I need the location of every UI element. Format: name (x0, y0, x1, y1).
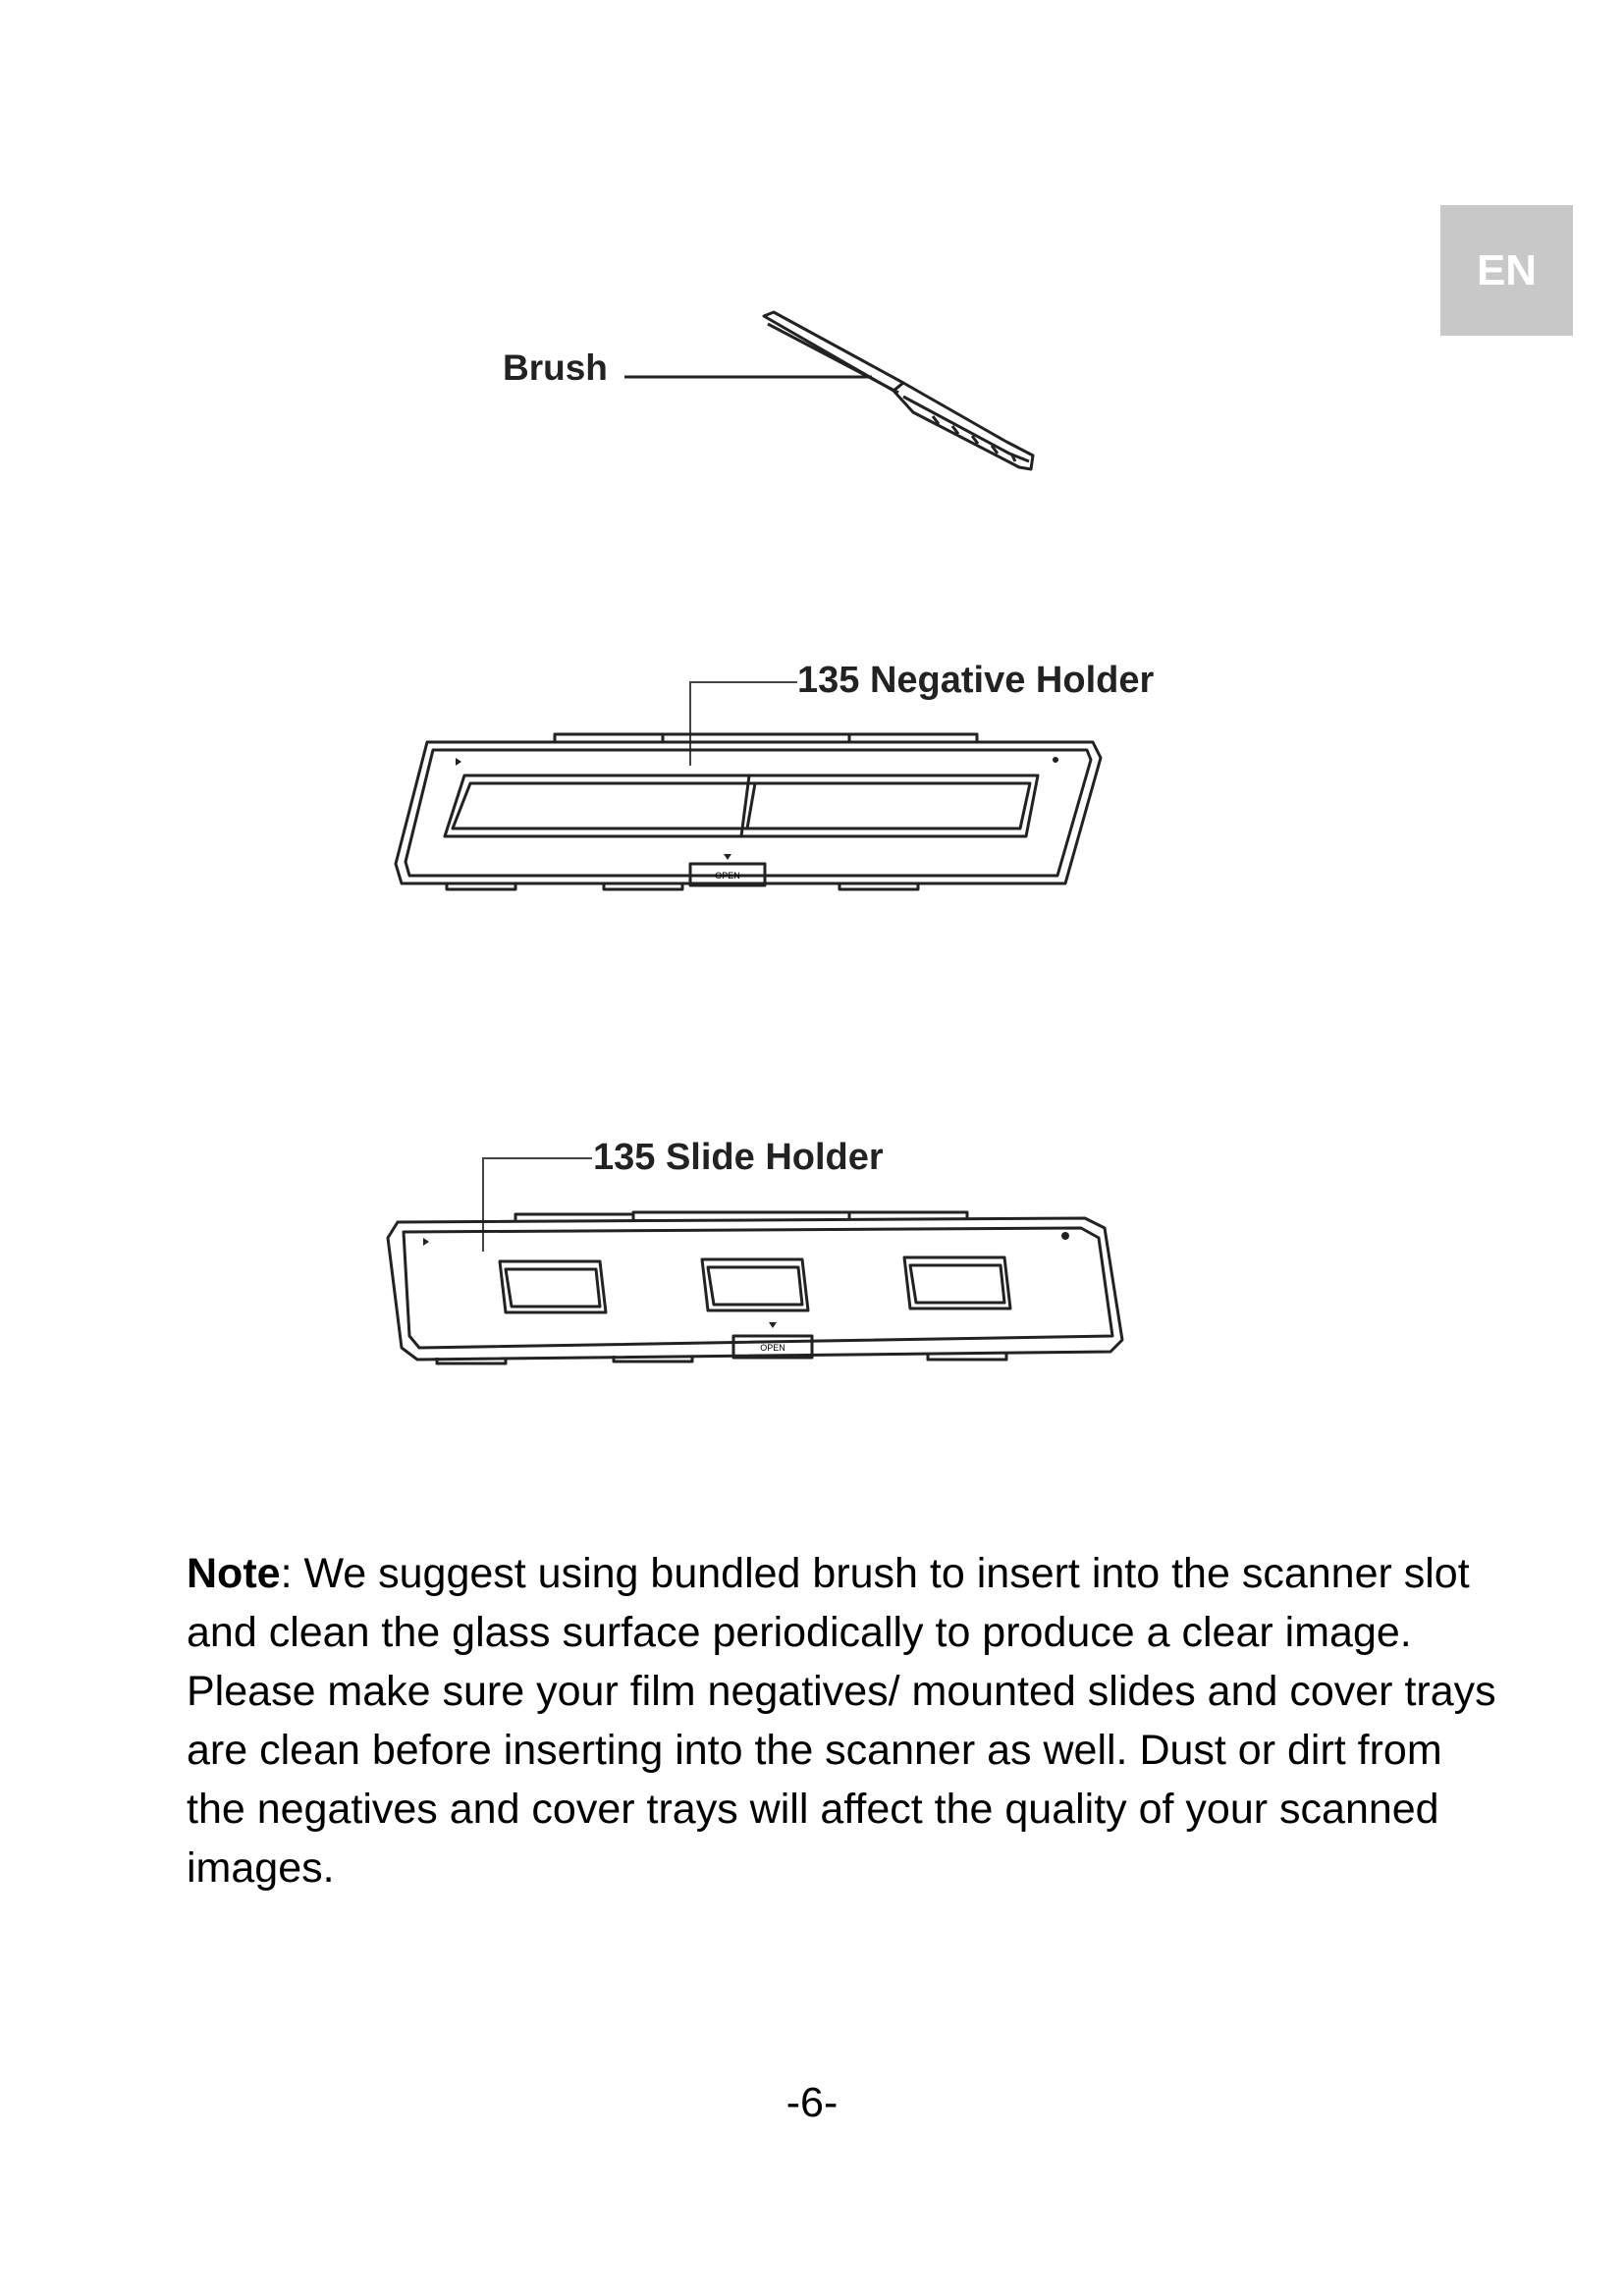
negative-open-tab-label: OPEN (715, 871, 740, 881)
slide-open-tab-label: OPEN (760, 1343, 785, 1353)
note-text: : We suggest using bundled brush to insert into the scanner slot and clean the glass surface periodically to produce a clear image. Please make sure your film negatives/ mounted slides and cover trays are clean before inserting into the scanner as well. Dust or dirt from the negatives and cover trays will affect the quality of your scanned images. (187, 1550, 1496, 1892)
slide-holder-label: 135 Slide Holder (593, 1137, 884, 1178)
brush-icon (764, 312, 1033, 469)
page-number: -6- (785, 2079, 839, 2126)
slide-holder-illustration (378, 1144, 1139, 1389)
slide-leader-line (483, 1158, 592, 1252)
negative-leader-line (690, 682, 797, 766)
brush-label: Brush (503, 347, 608, 388)
negative-holder-label: 135 Negative Holder (797, 660, 1155, 701)
language-tab: EN (1440, 205, 1573, 336)
negative-holder-illustration (388, 667, 1114, 903)
brush-illustration (609, 304, 1051, 476)
note-lead: Note (187, 1550, 281, 1597)
slide-holder-icon (388, 1212, 1122, 1363)
negative-holder-icon (396, 734, 1101, 889)
note-paragraph (187, 1544, 1512, 1897)
